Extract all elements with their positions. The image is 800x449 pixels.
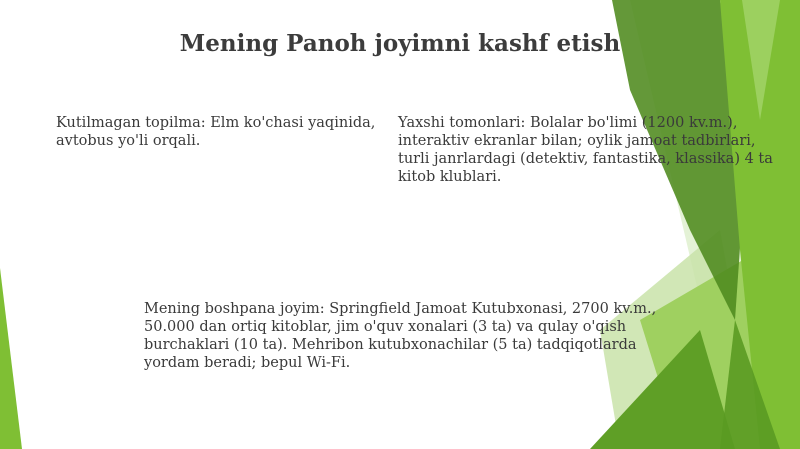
- left-green-wedge: [0, 268, 22, 449]
- text-advantages: Yaxshi tomonlari: Bolalar bo'limi (1200 kv.m.), interaktiv ekranlar bilan; oylik jamoat tadbirlari, turli janrlardagi (detektiv, fantastika, klassika) 4 ta kitob klublari.: [398, 115, 773, 185]
- text-my-refuge: Mening boshpana joyim: Springfield Jamoat Kutubxonasi, 2700 kv.m., 50.000 dan ortiq kitoblar, jim o'quv xonalari (3 ta) va qulay o'qish burchaklari (10 ta). Mehribon kutubxonachilar (5 ta) tadqiqotlarda yordam beradi; bepul Wi-Fi.: [144, 301, 657, 371]
- text-unexpected-find: Kutilmagan topilma: Elm ko'chasi yaqinida, avtobus yo'li orqali.: [56, 115, 376, 149]
- slide-title: Mening Panoh joyimni kashf etish: [179, 30, 621, 57]
